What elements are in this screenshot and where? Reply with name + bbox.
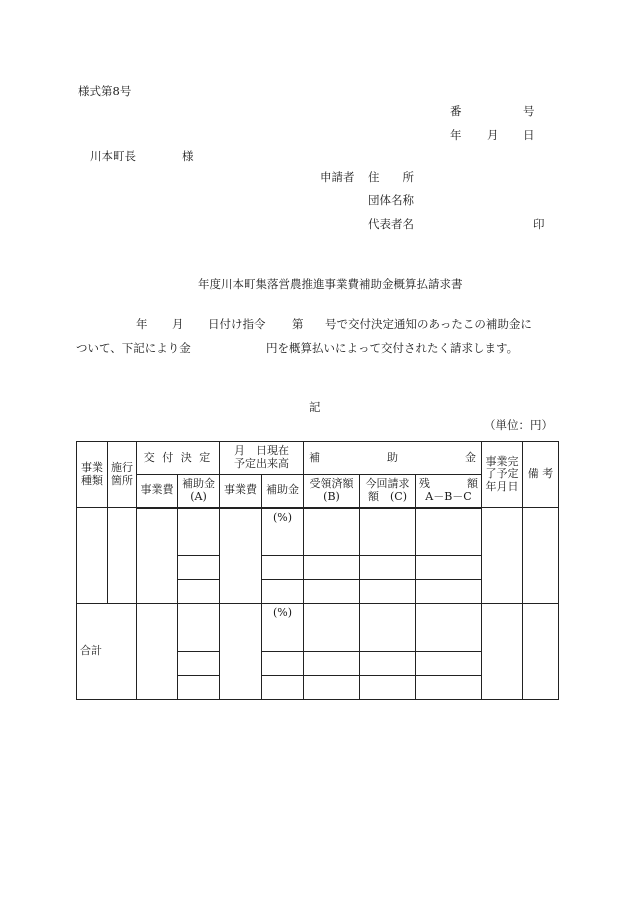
date-year: 年 bbox=[450, 128, 462, 142]
total-zan[interactable] bbox=[416, 604, 482, 652]
header-kanryo-line2: 了予定 bbox=[485, 467, 519, 481]
header-kanryo-yotei bbox=[482, 442, 523, 508]
cell-zan[interactable] bbox=[416, 508, 482, 556]
body-year: 年 bbox=[136, 317, 148, 331]
date-day: 日 bbox=[523, 128, 535, 142]
cell-dekidaka-hojokin[interactable] bbox=[262, 580, 304, 604]
total-juryo[interactable] bbox=[304, 604, 360, 652]
header-juryo-zumi bbox=[304, 475, 360, 508]
header-seko-kasho-text: 施行箇所 bbox=[111, 460, 133, 487]
cell-hojokin-a[interactable] bbox=[178, 556, 220, 580]
cell-dekidaka-hojokin[interactable] bbox=[262, 556, 304, 580]
cell-hojokin-a[interactable] bbox=[178, 580, 220, 604]
total-dekidaka-hojokin[interactable] bbox=[262, 676, 304, 700]
cell-juryo[interactable] bbox=[304, 580, 360, 604]
total-label-cell bbox=[77, 604, 137, 700]
total-dekidaka-jigyohi[interactable] bbox=[220, 604, 262, 700]
header-kofu-kettei: 交 付 決 定 bbox=[137, 442, 220, 475]
header-juryo-line1: 受領済額 bbox=[309, 477, 354, 491]
header-konkai-line2: 額 (C) bbox=[368, 489, 407, 503]
header-biko: 備 考 bbox=[523, 442, 559, 508]
body-line1-rest: 号で交付決定通知のあったこの補助金に bbox=[325, 317, 532, 331]
header-kanryo-line3: 年月日 bbox=[485, 479, 519, 493]
body-line2-pre: ついて、下記により金 bbox=[76, 341, 191, 355]
header-zan-char1: 残 bbox=[419, 477, 430, 491]
addressee-name: 川本町長 bbox=[90, 149, 136, 163]
number-ban: 番 bbox=[450, 104, 462, 118]
total-hojokin-a[interactable] bbox=[178, 652, 220, 676]
applicant-label: 申請者 bbox=[320, 170, 355, 184]
unit-label: （単位：円） bbox=[484, 418, 553, 432]
header-juryo-line2: (B) bbox=[323, 489, 340, 503]
header-hojokin-2: 補助金 bbox=[262, 475, 304, 508]
cell-jigyohi[interactable] bbox=[137, 508, 178, 604]
total-hojokin-a[interactable] bbox=[178, 604, 220, 652]
total-label: 合計 bbox=[80, 644, 102, 658]
total-konkai[interactable] bbox=[360, 604, 416, 652]
header-zangaku bbox=[416, 475, 482, 508]
total-kanryo[interactable] bbox=[482, 604, 523, 700]
total-zan[interactable] bbox=[416, 676, 482, 700]
header-zan-formula: A－B－C bbox=[425, 489, 472, 503]
total-zan[interactable] bbox=[416, 652, 482, 676]
header-jigyo-shurui bbox=[77, 442, 108, 508]
body-line2-post: 円を概算払いによって交付されたく請求します。 bbox=[266, 341, 519, 355]
cell-shurui[interactable] bbox=[77, 508, 108, 604]
addressee-honorific: 様 bbox=[182, 149, 194, 163]
header-kanryo-line1: 事業完 bbox=[485, 454, 519, 468]
header-genzai-line1: 月 日現在 bbox=[234, 444, 289, 458]
total-juryo[interactable] bbox=[304, 652, 360, 676]
header-hojokin-a-line2: (A) bbox=[190, 489, 207, 503]
date-month: 月 bbox=[487, 128, 499, 142]
cell-kanryo[interactable] bbox=[482, 508, 523, 604]
cell-konkai[interactable] bbox=[360, 580, 416, 604]
cell-konkai[interactable] bbox=[360, 508, 416, 556]
header-konkai-seikyu bbox=[360, 475, 416, 508]
cell-dekidaka-jigyohi[interactable] bbox=[220, 508, 262, 604]
header-zan-char2: 額 bbox=[467, 477, 479, 491]
header-jigyo-shurui-text: 事業種類 bbox=[81, 460, 103, 487]
header-hojokin-a bbox=[178, 475, 220, 508]
number-go: 号 bbox=[523, 104, 535, 118]
header-hojokin bbox=[304, 442, 482, 475]
percent-label: (%) bbox=[272, 606, 293, 619]
header-hojo-char3: 金 bbox=[465, 450, 477, 464]
header-hojo-char1: 補 bbox=[309, 450, 320, 464]
header-hojokin-a-line1: 補助金 bbox=[182, 477, 215, 491]
cell-zan[interactable] bbox=[416, 580, 482, 604]
total-jigyohi[interactable] bbox=[137, 604, 178, 700]
total-juryo[interactable] bbox=[304, 676, 360, 700]
total-konkai[interactable] bbox=[360, 676, 416, 700]
header-hojo-char2: 助 bbox=[387, 450, 399, 464]
percent-label: (%) bbox=[272, 510, 293, 524]
body-month: 月 bbox=[172, 317, 184, 331]
total-hojokin-a[interactable] bbox=[178, 676, 220, 700]
form-number: 様式第8号 bbox=[78, 84, 132, 98]
cell-hojokin-a[interactable] bbox=[178, 508, 220, 556]
cell-biko[interactable] bbox=[523, 508, 559, 604]
cell-juryo[interactable] bbox=[304, 556, 360, 580]
cell-kasho[interactable] bbox=[108, 508, 137, 604]
total-biko[interactable] bbox=[523, 604, 559, 700]
representative-label: 代表者名 bbox=[368, 217, 414, 231]
total-dekidaka-percent bbox=[262, 604, 304, 652]
cell-konkai[interactable] bbox=[360, 556, 416, 580]
header-genzai-line2: 予定出来高 bbox=[234, 457, 289, 470]
body-day-directive: 日付け指令 bbox=[208, 317, 266, 331]
total-konkai[interactable] bbox=[360, 652, 416, 676]
cell-dekidaka-percent bbox=[262, 508, 304, 556]
cell-zan[interactable] bbox=[416, 556, 482, 580]
header-genzai-dekidaka bbox=[220, 442, 304, 475]
cell-juryo[interactable] bbox=[304, 508, 360, 556]
body-dai: 第 bbox=[292, 317, 304, 331]
total-dekidaka-hojokin[interactable] bbox=[262, 652, 304, 676]
address-label: 住 所 bbox=[368, 170, 414, 184]
ki-heading: 記 bbox=[309, 400, 321, 414]
header-jigyohi: 事業費 bbox=[137, 475, 178, 508]
header-konkai-line1: 今回請求 bbox=[365, 477, 410, 491]
request-table bbox=[76, 441, 559, 700]
header-seko-kasho bbox=[108, 442, 137, 508]
header-jigyohi-2: 事業費 bbox=[220, 475, 262, 508]
document-title: 年度川本町集落営農推進事業費補助金概算払請求書 bbox=[198, 277, 463, 291]
org-name-label: 団体名称 bbox=[368, 193, 414, 207]
seal-mark: 印 bbox=[533, 217, 545, 231]
